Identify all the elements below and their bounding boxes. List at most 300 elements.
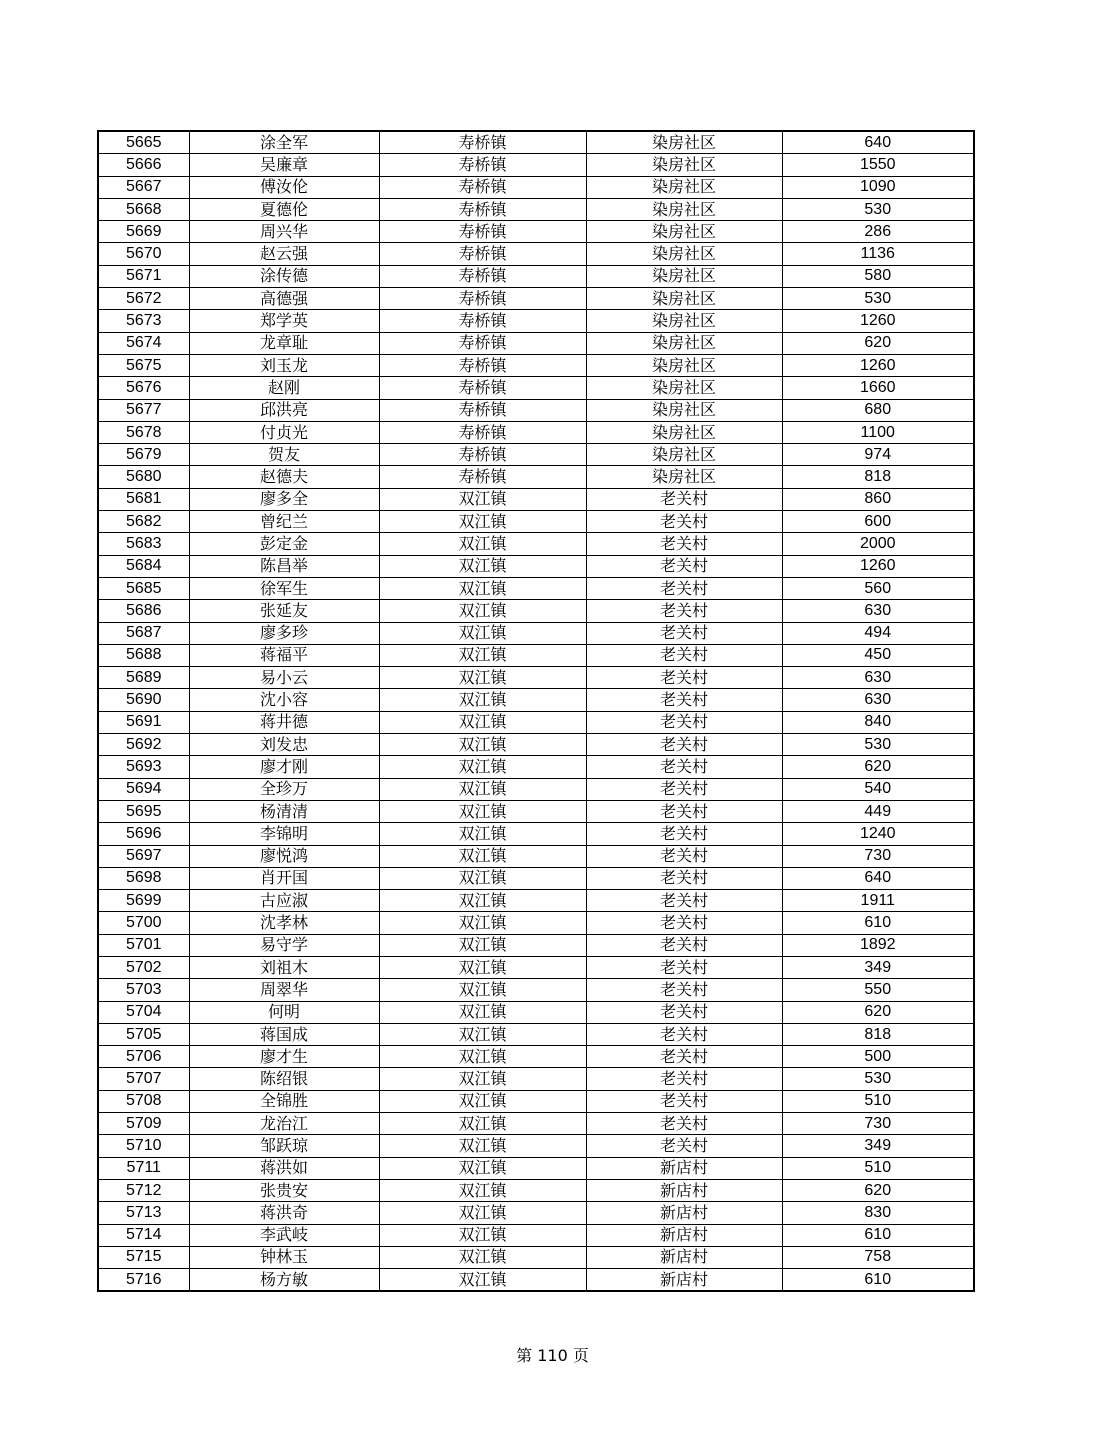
- cell-name: 涂传德: [189, 265, 379, 287]
- table-row: [98, 332, 974, 354]
- cell-row-number: 5714: [98, 1224, 189, 1246]
- table-row: [98, 466, 974, 488]
- cell-town: 寿桥镇: [379, 221, 586, 243]
- table-row: [98, 176, 974, 198]
- cell-village: 老关村: [586, 533, 782, 555]
- cell-amount: 1100: [782, 421, 974, 443]
- cell-amount: 758: [782, 1246, 974, 1268]
- table-row: [98, 1001, 974, 1023]
- cell-amount: 1550: [782, 154, 974, 176]
- table-row: [98, 1179, 974, 1201]
- cell-town: 寿桥镇: [379, 421, 586, 443]
- cell-row-number: 5674: [98, 332, 189, 354]
- cell-row-number: 5701: [98, 934, 189, 956]
- table-row: [98, 421, 974, 443]
- cell-town: 寿桥镇: [379, 198, 586, 220]
- cell-town: 双江镇: [379, 533, 586, 555]
- cell-name: 肖开国: [189, 867, 379, 889]
- cell-town: 双江镇: [379, 800, 586, 822]
- cell-name: 龙治江: [189, 1113, 379, 1135]
- cell-town: 双江镇: [379, 1202, 586, 1224]
- cell-amount: 510: [782, 1090, 974, 1112]
- cell-town: 寿桥镇: [379, 399, 586, 421]
- cell-name: 李锦明: [189, 823, 379, 845]
- cell-village: 老关村: [586, 1090, 782, 1112]
- cell-town: 双江镇: [379, 1179, 586, 1201]
- cell-name: 周翠华: [189, 979, 379, 1001]
- cell-amount: 630: [782, 600, 974, 622]
- cell-amount: 1660: [782, 377, 974, 399]
- cell-village: 老关村: [586, 644, 782, 666]
- cell-village: 新店村: [586, 1157, 782, 1179]
- cell-village: 老关村: [586, 845, 782, 867]
- cell-amount: 860: [782, 488, 974, 510]
- cell-row-number: 5703: [98, 979, 189, 1001]
- cell-row-number: 5707: [98, 1068, 189, 1090]
- table-row: [98, 845, 974, 867]
- cell-row-number: 5691: [98, 711, 189, 733]
- cell-row-number: 5666: [98, 154, 189, 176]
- table-row: [98, 1090, 974, 1112]
- cell-village: 染房社区: [586, 288, 782, 310]
- cell-row-number: 5696: [98, 823, 189, 845]
- cell-row-number: 5675: [98, 354, 189, 376]
- table-row: [98, 600, 974, 622]
- cell-village: 染房社区: [586, 399, 782, 421]
- cell-amount: 2000: [782, 533, 974, 555]
- cell-town: 双江镇: [379, 689, 586, 711]
- cell-row-number: 5688: [98, 644, 189, 666]
- cell-name: 彭定金: [189, 533, 379, 555]
- cell-row-number: 5665: [98, 131, 189, 154]
- cell-name: 廖多珍: [189, 622, 379, 644]
- cell-town: 双江镇: [379, 956, 586, 978]
- cell-village: 新店村: [586, 1179, 782, 1201]
- cell-village: 老关村: [586, 1113, 782, 1135]
- cell-amount: 620: [782, 1001, 974, 1023]
- table-row: [98, 533, 974, 555]
- cell-name: 刘发忠: [189, 734, 379, 756]
- cell-village: 染房社区: [586, 243, 782, 265]
- cell-village: 老关村: [586, 555, 782, 577]
- cell-row-number: 5686: [98, 600, 189, 622]
- cell-name: 徐军生: [189, 577, 379, 599]
- cell-town: 双江镇: [379, 734, 586, 756]
- cell-village: 老关村: [586, 622, 782, 644]
- cell-amount: 600: [782, 511, 974, 533]
- cell-town: 双江镇: [379, 1023, 586, 1045]
- cell-town: 双江镇: [379, 667, 586, 689]
- cell-amount: 1240: [782, 823, 974, 845]
- cell-name: 杨方敏: [189, 1269, 379, 1292]
- cell-row-number: 5702: [98, 956, 189, 978]
- table-row: [98, 1269, 974, 1292]
- cell-amount: 830: [782, 1202, 974, 1224]
- cell-name: 蒋洪如: [189, 1157, 379, 1179]
- cell-amount: 530: [782, 1068, 974, 1090]
- cell-name: 赵德夫: [189, 466, 379, 488]
- table-row: [98, 667, 974, 689]
- cell-village: 染房社区: [586, 154, 782, 176]
- cell-amount: 640: [782, 131, 974, 154]
- cell-row-number: 5668: [98, 198, 189, 220]
- table-row: [98, 689, 974, 711]
- cell-town: 双江镇: [379, 1246, 586, 1268]
- cell-row-number: 5681: [98, 488, 189, 510]
- cell-amount: 1911: [782, 890, 974, 912]
- cell-name: 夏德伦: [189, 198, 379, 220]
- cell-row-number: 5715: [98, 1246, 189, 1268]
- cell-amount: 1136: [782, 243, 974, 265]
- cell-town: 双江镇: [379, 622, 586, 644]
- cell-town: 寿桥镇: [379, 466, 586, 488]
- cell-amount: 840: [782, 711, 974, 733]
- cell-amount: 620: [782, 1179, 974, 1201]
- cell-row-number: 5682: [98, 511, 189, 533]
- cell-name: 张延友: [189, 600, 379, 622]
- cell-name: 沈小容: [189, 689, 379, 711]
- cell-name: 高德强: [189, 288, 379, 310]
- cell-town: 寿桥镇: [379, 131, 586, 154]
- cell-row-number: 5698: [98, 867, 189, 889]
- cell-name: 傅汝伦: [189, 176, 379, 198]
- cell-village: 染房社区: [586, 444, 782, 466]
- cell-village: 新店村: [586, 1202, 782, 1224]
- cell-town: 双江镇: [379, 756, 586, 778]
- cell-name: 陈绍银: [189, 1068, 379, 1090]
- cell-row-number: 5692: [98, 734, 189, 756]
- cell-amount: 530: [782, 288, 974, 310]
- table-row: [98, 1246, 974, 1268]
- cell-village: 染房社区: [586, 332, 782, 354]
- cell-town: 寿桥镇: [379, 176, 586, 198]
- cell-village: 老关村: [586, 979, 782, 1001]
- table-row: [98, 577, 974, 599]
- table-row: [98, 444, 974, 466]
- cell-amount: 500: [782, 1046, 974, 1068]
- cell-village: 新店村: [586, 1246, 782, 1268]
- cell-town: 双江镇: [379, 867, 586, 889]
- table-row: [98, 1068, 974, 1090]
- cell-amount: 530: [782, 734, 974, 756]
- cell-village: 老关村: [586, 956, 782, 978]
- cell-village: 染房社区: [586, 354, 782, 376]
- cell-village: 染房社区: [586, 265, 782, 287]
- cell-village: 老关村: [586, 756, 782, 778]
- cell-row-number: 5704: [98, 1001, 189, 1023]
- cell-amount: 450: [782, 644, 974, 666]
- cell-name: 沈孝林: [189, 912, 379, 934]
- cell-amount: 540: [782, 778, 974, 800]
- cell-row-number: 5700: [98, 912, 189, 934]
- cell-name: 廖才生: [189, 1046, 379, 1068]
- table-row: [98, 711, 974, 733]
- cell-village: 老关村: [586, 1023, 782, 1045]
- cell-row-number: 5680: [98, 466, 189, 488]
- cell-name: 易小云: [189, 667, 379, 689]
- cell-name: 全珍万: [189, 778, 379, 800]
- cell-name: 廖才刚: [189, 756, 379, 778]
- table-row: [98, 912, 974, 934]
- table-row: [98, 1023, 974, 1045]
- table-row: [98, 1202, 974, 1224]
- cell-village: 老关村: [586, 711, 782, 733]
- cell-village: 老关村: [586, 778, 782, 800]
- table-row: [98, 956, 974, 978]
- cell-amount: 1260: [782, 555, 974, 577]
- cell-town: 双江镇: [379, 644, 586, 666]
- cell-amount: 286: [782, 221, 974, 243]
- cell-name: 涂全军: [189, 131, 379, 154]
- cell-amount: 510: [782, 1157, 974, 1179]
- cell-row-number: 5713: [98, 1202, 189, 1224]
- cell-name: 赵云强: [189, 243, 379, 265]
- cell-row-number: 5687: [98, 622, 189, 644]
- cell-town: 双江镇: [379, 778, 586, 800]
- cell-name: 吴廉章: [189, 154, 379, 176]
- cell-village: 新店村: [586, 1269, 782, 1292]
- cell-village: 新店村: [586, 1224, 782, 1246]
- cell-name: 贺友: [189, 444, 379, 466]
- table-row: [98, 243, 974, 265]
- table-row: [98, 310, 974, 332]
- table-row: [98, 511, 974, 533]
- cell-row-number: 5673: [98, 310, 189, 332]
- cell-row-number: 5693: [98, 756, 189, 778]
- cell-town: 双江镇: [379, 1090, 586, 1112]
- cell-amount: 630: [782, 667, 974, 689]
- cell-row-number: 5705: [98, 1023, 189, 1045]
- cell-town: 双江镇: [379, 934, 586, 956]
- cell-village: 老关村: [586, 667, 782, 689]
- table-row: [98, 1046, 974, 1068]
- cell-town: 寿桥镇: [379, 377, 586, 399]
- cell-row-number: 5697: [98, 845, 189, 867]
- cell-village: 老关村: [586, 890, 782, 912]
- cell-town: 双江镇: [379, 488, 586, 510]
- table-row: [98, 823, 974, 845]
- cell-town: 寿桥镇: [379, 243, 586, 265]
- cell-row-number: 5667: [98, 176, 189, 198]
- data-table: [97, 130, 975, 1292]
- cell-village: 染房社区: [586, 310, 782, 332]
- cell-village: 染房社区: [586, 176, 782, 198]
- cell-village: 老关村: [586, 1135, 782, 1157]
- cell-village: 老关村: [586, 934, 782, 956]
- cell-row-number: 5689: [98, 667, 189, 689]
- cell-name: 易守学: [189, 934, 379, 956]
- cell-name: 蒋国成: [189, 1023, 379, 1045]
- cell-row-number: 5672: [98, 288, 189, 310]
- cell-town: 双江镇: [379, 1046, 586, 1068]
- cell-name: 张贵安: [189, 1179, 379, 1201]
- page-footer: 第 110 页: [516, 1346, 589, 1365]
- cell-village: 老关村: [586, 1068, 782, 1090]
- cell-village: 染房社区: [586, 421, 782, 443]
- cell-amount: 620: [782, 332, 974, 354]
- cell-row-number: 5709: [98, 1113, 189, 1135]
- cell-amount: 974: [782, 444, 974, 466]
- cell-town: 双江镇: [379, 823, 586, 845]
- cell-town: 双江镇: [379, 1068, 586, 1090]
- table-row: [98, 354, 974, 376]
- cell-town: 寿桥镇: [379, 354, 586, 376]
- cell-town: 双江镇: [379, 1157, 586, 1179]
- table-row: [98, 154, 974, 176]
- cell-town: 寿桥镇: [379, 332, 586, 354]
- cell-row-number: 5716: [98, 1269, 189, 1292]
- cell-row-number: 5690: [98, 689, 189, 711]
- cell-row-number: 5706: [98, 1046, 189, 1068]
- cell-name: 何明: [189, 1001, 379, 1023]
- table-row: [98, 265, 974, 287]
- cell-row-number: 5679: [98, 444, 189, 466]
- cell-amount: 1090: [782, 176, 974, 198]
- cell-town: 双江镇: [379, 1224, 586, 1246]
- cell-name: 全锦胜: [189, 1090, 379, 1112]
- table-body: [98, 131, 974, 1291]
- cell-village: 老关村: [586, 734, 782, 756]
- cell-town: 寿桥镇: [379, 265, 586, 287]
- cell-town: 双江镇: [379, 511, 586, 533]
- table-row: [98, 734, 974, 756]
- cell-town: 双江镇: [379, 845, 586, 867]
- table-row: [98, 644, 974, 666]
- cell-name: 曾纪兰: [189, 511, 379, 533]
- cell-town: 双江镇: [379, 1135, 586, 1157]
- cell-village: 染房社区: [586, 198, 782, 220]
- cell-row-number: 5669: [98, 221, 189, 243]
- table-row: [98, 1113, 974, 1135]
- table-row: [98, 131, 974, 154]
- cell-amount: 818: [782, 1023, 974, 1045]
- cell-village: 老关村: [586, 488, 782, 510]
- cell-name: 蒋井德: [189, 711, 379, 733]
- cell-name: 付贞光: [189, 421, 379, 443]
- cell-row-number: 5711: [98, 1157, 189, 1179]
- table-row: [98, 221, 974, 243]
- cell-amount: 550: [782, 979, 974, 1001]
- cell-amount: 730: [782, 1113, 974, 1135]
- cell-town: 双江镇: [379, 711, 586, 733]
- cell-amount: 449: [782, 800, 974, 822]
- cell-village: 老关村: [586, 912, 782, 934]
- cell-town: 双江镇: [379, 912, 586, 934]
- cell-row-number: 5712: [98, 1179, 189, 1201]
- cell-amount: 560: [782, 577, 974, 599]
- table-row: [98, 377, 974, 399]
- cell-row-number: 5695: [98, 800, 189, 822]
- table-row: [98, 890, 974, 912]
- cell-town: 双江镇: [379, 1113, 586, 1135]
- cell-name: 蒋洪奇: [189, 1202, 379, 1224]
- cell-amount: 818: [782, 466, 974, 488]
- cell-village: 染房社区: [586, 377, 782, 399]
- cell-row-number: 5685: [98, 577, 189, 599]
- cell-town: 双江镇: [379, 555, 586, 577]
- cell-amount: 640: [782, 867, 974, 889]
- table-row: [98, 934, 974, 956]
- cell-town: 双江镇: [379, 890, 586, 912]
- cell-town: 寿桥镇: [379, 310, 586, 332]
- cell-amount: 610: [782, 1269, 974, 1292]
- cell-row-number: 5708: [98, 1090, 189, 1112]
- cell-name: 邹跃琼: [189, 1135, 379, 1157]
- cell-name: 刘玉龙: [189, 354, 379, 376]
- cell-village: 染房社区: [586, 131, 782, 154]
- cell-name: 周兴华: [189, 221, 379, 243]
- table-row: [98, 288, 974, 310]
- cell-town: 双江镇: [379, 1269, 586, 1292]
- cell-row-number: 5676: [98, 377, 189, 399]
- cell-amount: 530: [782, 198, 974, 220]
- cell-name: 赵刚: [189, 377, 379, 399]
- cell-amount: 1260: [782, 310, 974, 332]
- cell-village: 染房社区: [586, 221, 782, 243]
- cell-amount: 610: [782, 1224, 974, 1246]
- cell-name: 蒋福平: [189, 644, 379, 666]
- cell-name: 刘祖木: [189, 956, 379, 978]
- cell-village: 老关村: [586, 823, 782, 845]
- cell-row-number: 5710: [98, 1135, 189, 1157]
- cell-village: 老关村: [586, 600, 782, 622]
- table-row: [98, 399, 974, 421]
- table-row: [98, 488, 974, 510]
- table-row: [98, 979, 974, 1001]
- cell-amount: 680: [782, 399, 974, 421]
- cell-name: 杨清清: [189, 800, 379, 822]
- cell-name: 龙章耻: [189, 332, 379, 354]
- cell-name: 廖悦鸿: [189, 845, 379, 867]
- cell-village: 老关村: [586, 1001, 782, 1023]
- cell-town: 双江镇: [379, 979, 586, 1001]
- cell-amount: 349: [782, 956, 974, 978]
- cell-name: 陈昌举: [189, 555, 379, 577]
- cell-row-number: 5699: [98, 890, 189, 912]
- table-row: [98, 198, 974, 220]
- cell-amount: 730: [782, 845, 974, 867]
- cell-row-number: 5684: [98, 555, 189, 577]
- cell-row-number: 5683: [98, 533, 189, 555]
- cell-town: 寿桥镇: [379, 154, 586, 176]
- cell-amount: 349: [782, 1135, 974, 1157]
- cell-row-number: 5678: [98, 421, 189, 443]
- table-row: [98, 1224, 974, 1246]
- table-row: [98, 622, 974, 644]
- cell-row-number: 5671: [98, 265, 189, 287]
- cell-town: 双江镇: [379, 577, 586, 599]
- cell-amount: 630: [782, 689, 974, 711]
- cell-row-number: 5670: [98, 243, 189, 265]
- cell-town: 双江镇: [379, 600, 586, 622]
- cell-name: 钟林玉: [189, 1246, 379, 1268]
- cell-amount: 494: [782, 622, 974, 644]
- table-row: [98, 1135, 974, 1157]
- cell-name: 邱洪亮: [189, 399, 379, 421]
- cell-amount: 620: [782, 756, 974, 778]
- cell-village: 染房社区: [586, 466, 782, 488]
- table-row: [98, 800, 974, 822]
- cell-name: 李武岐: [189, 1224, 379, 1246]
- table-row: [98, 778, 974, 800]
- cell-amount: 580: [782, 265, 974, 287]
- cell-village: 老关村: [586, 511, 782, 533]
- cell-town: 双江镇: [379, 1001, 586, 1023]
- table-row: [98, 555, 974, 577]
- cell-village: 老关村: [586, 1046, 782, 1068]
- cell-name: 郑学英: [189, 310, 379, 332]
- cell-town: 寿桥镇: [379, 444, 586, 466]
